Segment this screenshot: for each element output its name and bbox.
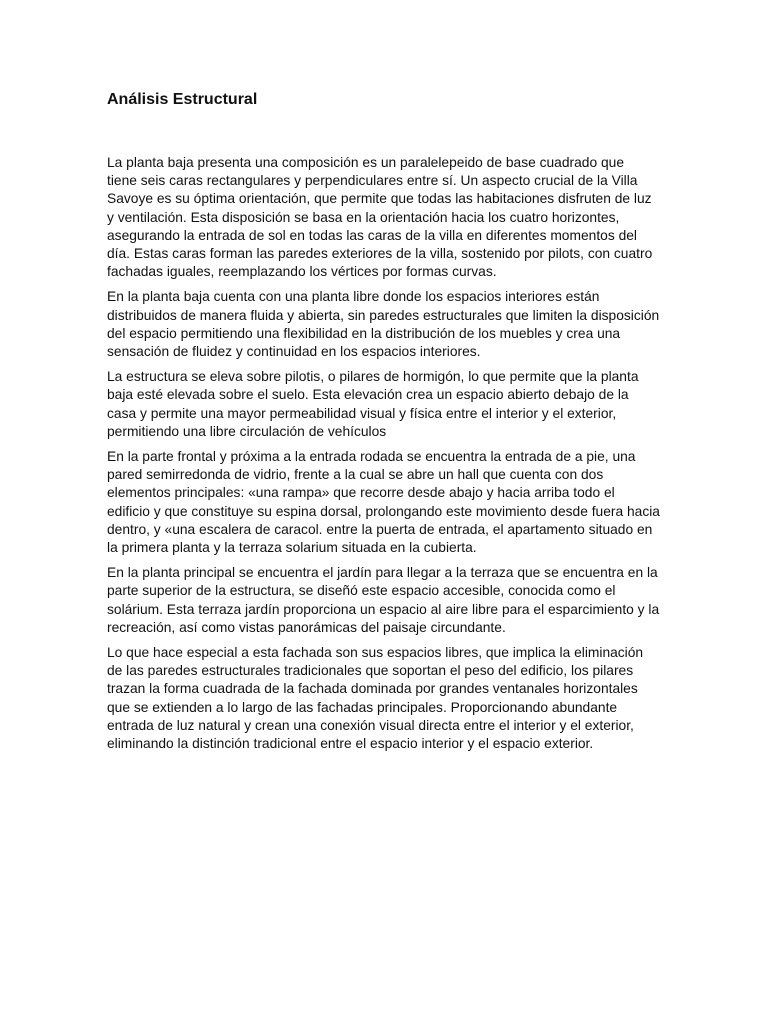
paragraph-line: elementos principales: «una rampa» que recorre desde abajo y hacia arriba todo el <box>107 485 615 501</box>
paragraph-line: La estructura se eleva sobre pilotis, o pilares de hormigón, lo que permite que la planta <box>107 369 639 385</box>
paragraph-1 <box>107 154 667 281</box>
paragraph-line: En la planta baja cuenta con una planta libre donde los espacios interiores están <box>107 289 600 305</box>
paragraph-line: dentro, y «una escalera de caracol. entre la puerta de entrada, el apartamento situado en <box>107 521 653 537</box>
paragraph-line: parte superior de la estructura, se diseñó este espacio accesible, conocida como el <box>107 583 616 599</box>
paragraph-line: baja esté elevada sobre el suelo. Esta elevación crea un espacio abierto debajo de la <box>107 387 629 403</box>
paragraph-line: casa y permite una mayor permeabilidad visual y física entre el interior y el exterior, <box>107 405 617 421</box>
paragraph-line: permitiendo una libre circulación de vehículos <box>107 423 387 439</box>
paragraph-3 <box>107 368 667 441</box>
paragraph-line: la primera planta y la terraza solarium situada en la cubierta. <box>107 540 477 556</box>
paragraph-line: y ventilación. Esta disposición se basa en la orientación hacia los cuatro horizontes, <box>107 209 620 225</box>
paragraph-line: Savoye es su óptima orientación, que permite que todas las habitaciones disfruten de luz <box>107 191 652 207</box>
document-body <box>107 154 667 760</box>
paragraph-line: eliminando la distinción tradicional entre el espacio interior y el espacio exterior. <box>107 736 594 752</box>
paragraph-line: del espacio permitiendo una flexibilidad en la distribución de los muebles y crea una <box>107 325 621 341</box>
paragraph-line: pared semirredonda de vidrio, frente a la cual se abre un hall que cuenta con dos <box>107 467 604 483</box>
paragraph-line: de las paredes estructurales tradicionales que soportan el peso del edificio, los pilares <box>107 663 634 679</box>
paragraph-line: trazan la forma cuadrada de la fachada dominada por grandes ventanales horizontales <box>107 681 638 697</box>
paragraph-line: entrada de luz natural y crean una conexión visual directa entre el interior y el exterior, <box>107 717 634 733</box>
paragraph-line: La planta baja presenta una composición es un paralelepeido de base cuadrado que <box>107 155 624 170</box>
paragraph-4 <box>107 448 667 557</box>
paragraph-line: En la planta principal se encuentra el jardín para llegar a la terraza que se encuentra en la <box>107 565 658 581</box>
paragraph-line: Lo que hace especial a esta fachada son sus espacios libres, que implica la eliminación <box>107 645 644 661</box>
paragraph-line: fachadas iguales, reemplazando los vértices por formas curvas. <box>107 264 497 280</box>
paragraph-line: En la parte frontal y próxima a la entrada rodada se encuentra la entrada de a pie, una <box>107 449 636 465</box>
paragraph-6 <box>107 644 667 753</box>
paragraph-line: solárium. Esta terraza jardín proporciona un espacio al aire libre para el esparcimiento y la <box>107 601 660 617</box>
paragraph-line: recreación, así como vistas panorámicas del paisaje circundante. <box>107 619 506 635</box>
paragraph-line: distribuidos de manera fluida y abierta, sin paredes estructurales que limiten la disposición <box>107 307 660 323</box>
paragraph-line: día. Estas caras forman las paredes exteriores de la villa, sostenido por pilots, con cuatro <box>107 246 653 262</box>
paragraph-line: tiene seis caras rectangulares y perpendiculares entre sí. Un aspecto crucial de la Villa <box>107 173 638 189</box>
paragraph-line: edificio y que constituye su espina dorsal, prolongando este movimiento desde fuera hacia <box>107 503 660 519</box>
paragraph-5 <box>107 564 667 637</box>
paragraph-line: que se extienden a lo largo de las fachadas principales. Proporcionando abundante <box>107 699 618 715</box>
paragraph-line: sensación de fluidez y continuidad en los espacios interiores. <box>107 344 481 360</box>
paragraph-line: asegurando la entrada de sol en todas las caras de la villa en diferentes momentos del <box>107 227 637 243</box>
document-title: Análisis Estructural <box>107 91 258 108</box>
paragraph-2 <box>107 288 667 361</box>
